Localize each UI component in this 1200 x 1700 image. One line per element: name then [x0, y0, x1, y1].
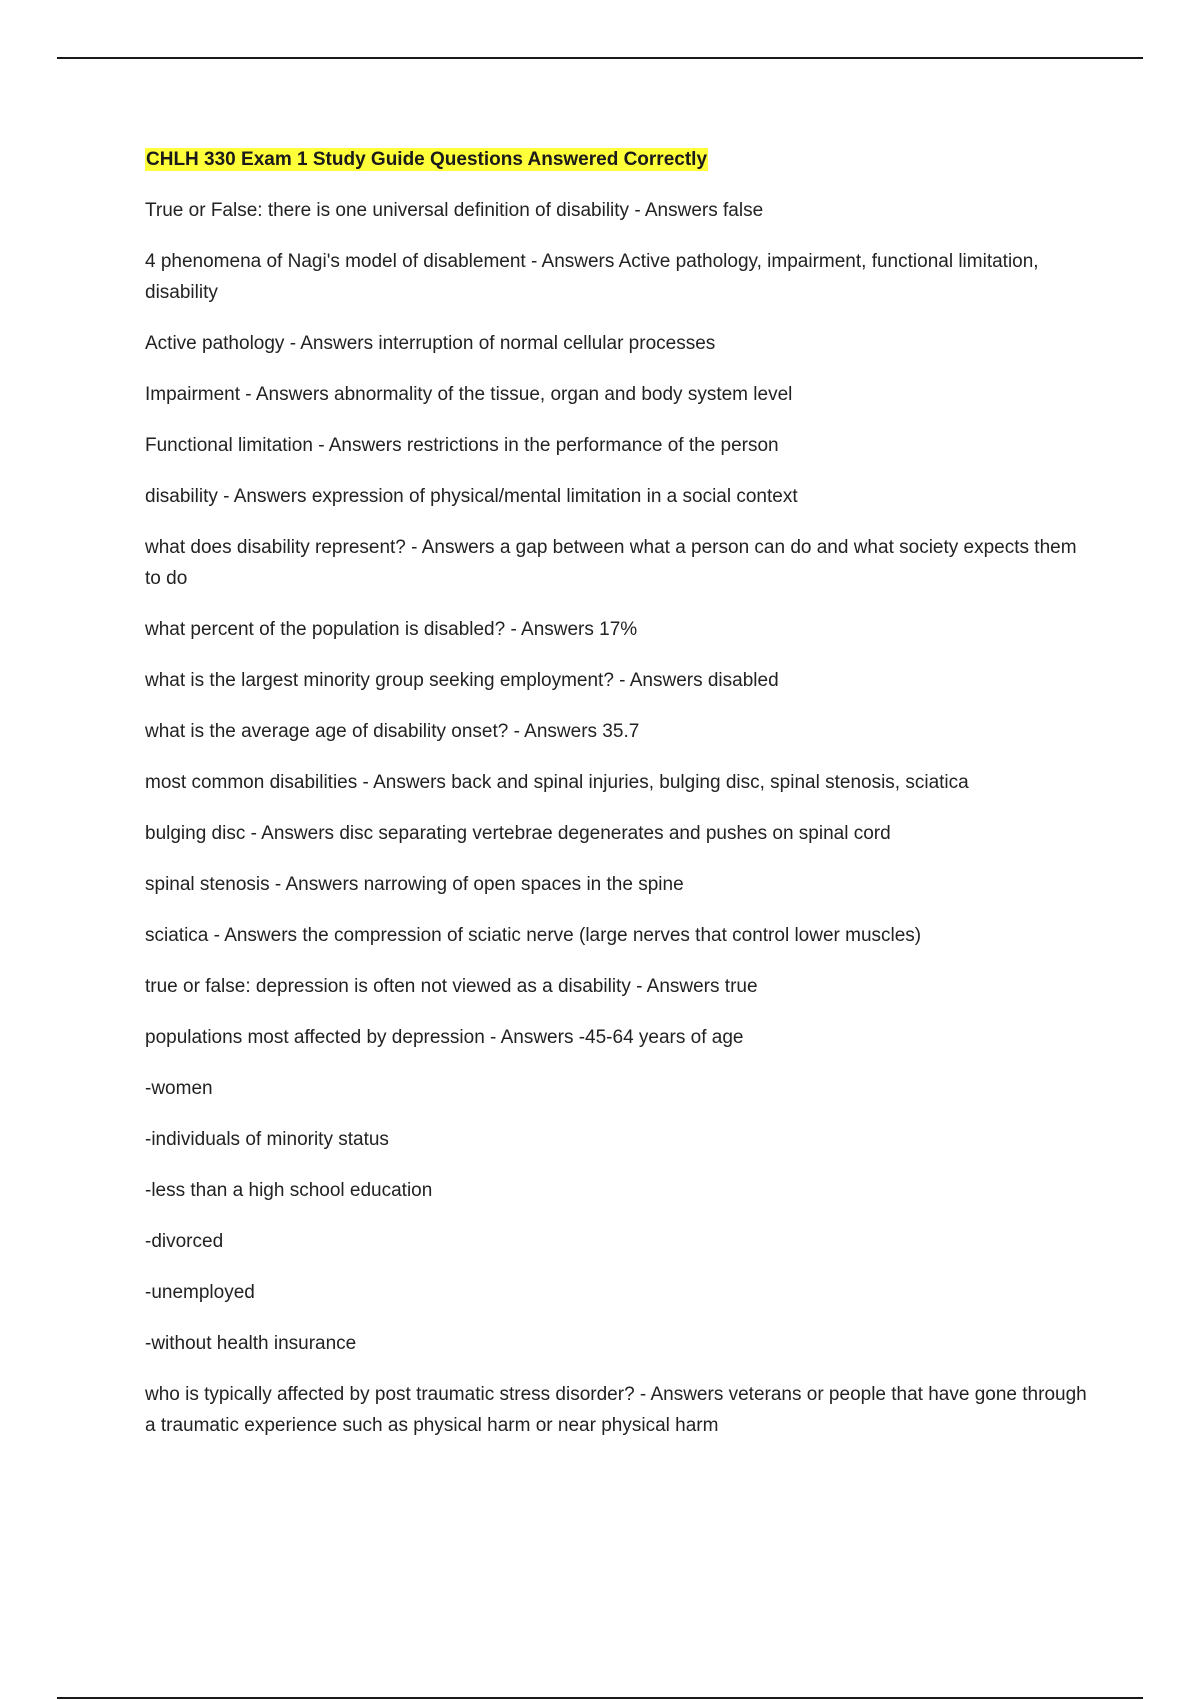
entry-common-disabilities: most common disabilities - Answers back and spinal injuries, bulging disc, spinal stenosis, sciatica [145, 772, 969, 793]
list-item-women: -women [145, 1078, 213, 1099]
list-item-health-insurance: -without health insurance [145, 1333, 357, 1354]
top-rule [57, 57, 1143, 59]
entry-ptsd: who is typically affected by post traumatic stress disorder? - Answers veterans or people that have gone through a traumatic experience such as physical harm or near physical harm [145, 1384, 1087, 1436]
entry-spinal-stenosis: spinal stenosis - Answers narrowing of open spaces in the spine [145, 874, 684, 895]
entry-universal-definition: True or False: there is one universal definition of disability - Answers false [145, 200, 764, 221]
entry-bulging-disc: bulging disc - Answers disc separating vertebrae degenerates and pushes on spinal cord [145, 823, 891, 844]
bottom-rule [57, 1697, 1143, 1699]
entry-depression-disability: true or false: depression is often not viewed as a disability - Answers true [145, 976, 758, 997]
document-body [145, 146, 1095, 1461]
entry-percent-disabled: what percent of the population is disabled? - Answers 17% [145, 619, 638, 640]
entry-largest-minority: what is the largest minority group seeking employment? - Answers disabled [145, 670, 779, 691]
entry-disability-represent: what does disability represent? - Answers a gap between what a person can do and what society expects them to do [145, 537, 1077, 589]
document-title [145, 146, 1095, 173]
title-highlight: CHLH 330 Exam 1 Study Guide Questions Answered Correctly [146, 149, 708, 170]
entry-depression-populations: populations most affected by depression - Answers -45-64 years of age [145, 1027, 744, 1048]
list-item-divorced: -divorced [145, 1231, 224, 1252]
list-item-minority-status: -individuals of minority status [145, 1129, 389, 1150]
entry-nagi-model: 4 phenomena of Nagi's model of disablement - Answers Active pathology, impairment, functional limitation, disability [145, 251, 1039, 303]
entry-impairment: Impairment - Answers abnormality of the tissue, organ and body system level [145, 384, 793, 405]
list-item-education: -less than a high school education [145, 1180, 433, 1201]
entry-average-onset: what is the average age of disability onset? - Answers 35.7 [145, 721, 640, 742]
list-item-unemployed: -unemployed [145, 1282, 255, 1303]
entry-sciatica: sciatica - Answers the compression of sciatic nerve (large nerves that control lower muscles) [145, 925, 922, 946]
entry-active-pathology: Active pathology - Answers interruption of normal cellular processes [145, 333, 716, 354]
entry-disability: disability - Answers expression of physical/mental limitation in a social context [145, 486, 798, 507]
entry-functional-limitation: Functional limitation - Answers restrictions in the performance of the person [145, 435, 779, 456]
